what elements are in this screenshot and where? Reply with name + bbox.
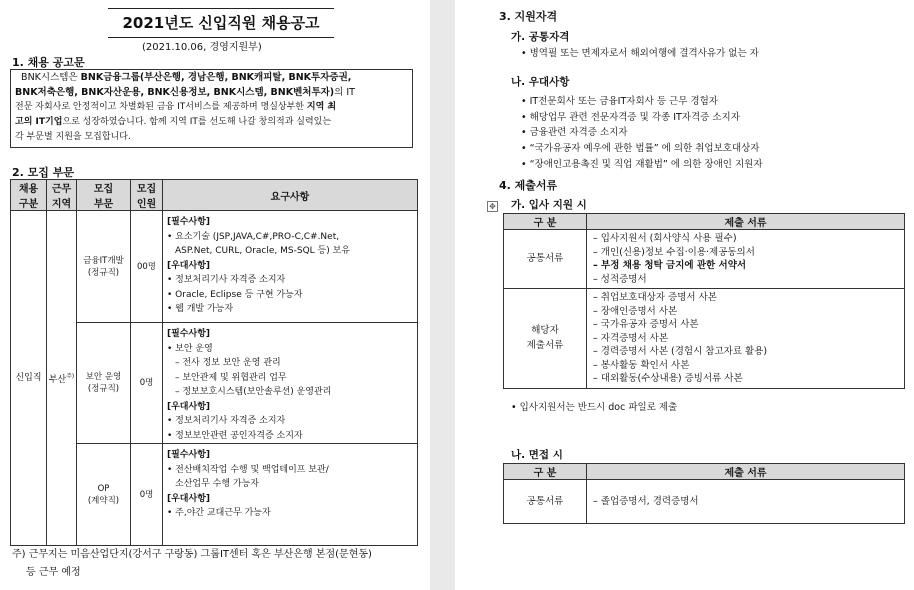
pref-item: • IT전문회사 또는 금융IT자회사 등 근무 경험자 [521, 96, 718, 107]
table-row [504, 480, 905, 524]
page-title: 2021년도 신입직원 채용공고 [108, 8, 334, 38]
apply-docs-table [503, 213, 905, 389]
req-cell: [필수사항] • 전산배치작업 수행 및 백업테이프 보관/ 소산업무 수행 가능자 [우대사항] • 주,야간 교대근무 가능자 [163, 444, 418, 546]
interview-heading: 나. 면접 시 [511, 449, 563, 461]
th-type: 채용 구분 [11, 180, 47, 211]
th-dept: 모집 부문 [77, 180, 131, 211]
category-cell: 공통서류 [504, 230, 587, 289]
pref-item: • 금융관련 자격증 소지자 [521, 127, 628, 138]
footnote-line-2: 등 근무 예정 [26, 567, 81, 578]
intro-line-4: 으로 성장하였습니다. 함께 지역 IT를 선도해 나갈 창의적과 실력있는 [62, 117, 332, 127]
intro-bold-end: 지역 최 [306, 102, 337, 112]
pref-item: • 해당업무 관련 전문자격증 및 각종 IT자격증 소지자 [521, 112, 740, 123]
section-2-heading: 2. 모집 부문 [12, 166, 74, 179]
apply-heading: 가. 입사 지원 시 [511, 199, 587, 211]
left-page [0, 0, 430, 590]
section-1-heading: 1. 채용 공고문 [12, 56, 85, 69]
docs-cell: – 입사지원서 (회사양식 사용 필수) – 개인(신용)정보 수집·이용·제공동의서 – 부정 채용 청탁 금지에 관한 서약서 – 성적증명서 [587, 230, 905, 289]
th-category: 구 분 [504, 214, 587, 230]
dept-cell: 보안 운영 (정규직) [77, 323, 131, 444]
th-docs: 제출 서류 [587, 464, 905, 480]
dept-cell: OP (계약직) [77, 444, 131, 546]
th-count: 모집 인원 [131, 180, 163, 211]
common-qual-heading: 가. 공통자격 [511, 31, 570, 43]
intro-line-3: 전문 자회사로 안정적이고 차별화된 금융 IT서비스를 제공하며 명실상부한 [15, 102, 307, 112]
pref-item: • “장애인고용촉진 및 직업 재활법” 에 의한 장애인 지원자 [521, 159, 763, 170]
table-row [504, 230, 905, 289]
dept-cell: 금융IT개발 (정규직) [77, 211, 131, 323]
count-cell: 0명 [131, 323, 163, 444]
intro-companies-b: BNK저축은행, BNK자산운용, BNK신용정보, BNK시스템, BNK벤처투자) [15, 87, 335, 98]
region-cell: 부산$^{주)}$ [47, 211, 77, 546]
apply-note: • 입사지원서는 반드시 doc 파일로 제출 [511, 402, 678, 413]
interview-docs-table [503, 463, 905, 524]
req-cell: [필수사항] • 보안 운영 – 전사 정보 보안 운영 관리 – 보안관제 및 위협관리 업무 – 정보보호시스템(보안솔루션) 운영관리 [우대사항] • 정보처리기사 자격증 소지자 • 정보보안관련 공인자격증 소지자 [163, 323, 418, 444]
count-cell: 00명 [131, 211, 163, 323]
th-region: 근무 지역 [47, 180, 77, 211]
table-row [11, 211, 418, 323]
right-page [455, 0, 914, 590]
intro-companies-a: BNK금융그룹(부산은행, 경남은행, BNK캐피탈, BNK투자증권, [80, 72, 352, 83]
docs-cell: – 졸업증명서, 경력증명서 [587, 480, 905, 524]
th-docs: 제출 서류 [587, 214, 905, 230]
th-category: 구 분 [504, 464, 587, 480]
intro-box [10, 69, 413, 148]
pref-item: • “국가유공자 예우에 관한 법률” 에 의한 취업보호대상자 [521, 143, 760, 154]
pref-heading: 나. 우대사항 [511, 76, 570, 88]
recruit-table [10, 179, 418, 546]
table-row [504, 289, 905, 389]
req-cell: [필수사항] • 요소기술 (JSP,JAVA,C#,PRO-C,C#.Net, ASP.Net, CURL, Oracle, MS-SQL 등) 보유 [우대사항] • 정보처리기사 자격증 소지자 • Oracle, Eclipse 등 구현 가능자 • 웹 개발 가능자 [163, 211, 418, 323]
table-move-handle-icon[interactable]: ✥ [487, 201, 498, 212]
intro-tail: 의 IT [334, 87, 355, 98]
footnote-line-1: 주) 근무지는 미음산업단지(강서구 구랑동) 그룹IT센터 혹은 부산은행 본점(문현동) [12, 549, 372, 560]
category-cell: 공통서류 [504, 480, 587, 524]
section-4-heading: 4. 제출서류 [499, 179, 558, 192]
type-cell: 신입직 [11, 211, 47, 546]
intro-line-5: 각 부문별 지원을 모집합니다. [15, 132, 131, 142]
category-cell: 해당자 제출서류 [504, 289, 587, 389]
count-cell: 0명 [131, 444, 163, 546]
date-line: (2021.10.06, 경영지원부) [142, 42, 262, 53]
th-req: 요구사항 [163, 180, 418, 211]
common-qual-item: • 병역필 또는 면제자로서 해외여행에 결격사유가 없는 자 [521, 48, 759, 59]
section-3-heading: 3. 지원자격 [499, 10, 558, 23]
intro-line-4-bold: 고의 IT기업 [15, 117, 63, 127]
intro-lead: BNK시스템은 [21, 72, 81, 83]
recruit-table-header [11, 180, 418, 211]
docs-cell: – 취업보호대상자 증명서 사본 – 장애인증명서 사본 – 국가유공자 증명서 사본 – 자격증명서 사본 – 경력증명서 사본 (경험시 참고자료 활용) – 봉사활동 확인서 사본 – 대외활동(수상내용) 증빙서류 사본 [587, 289, 905, 389]
